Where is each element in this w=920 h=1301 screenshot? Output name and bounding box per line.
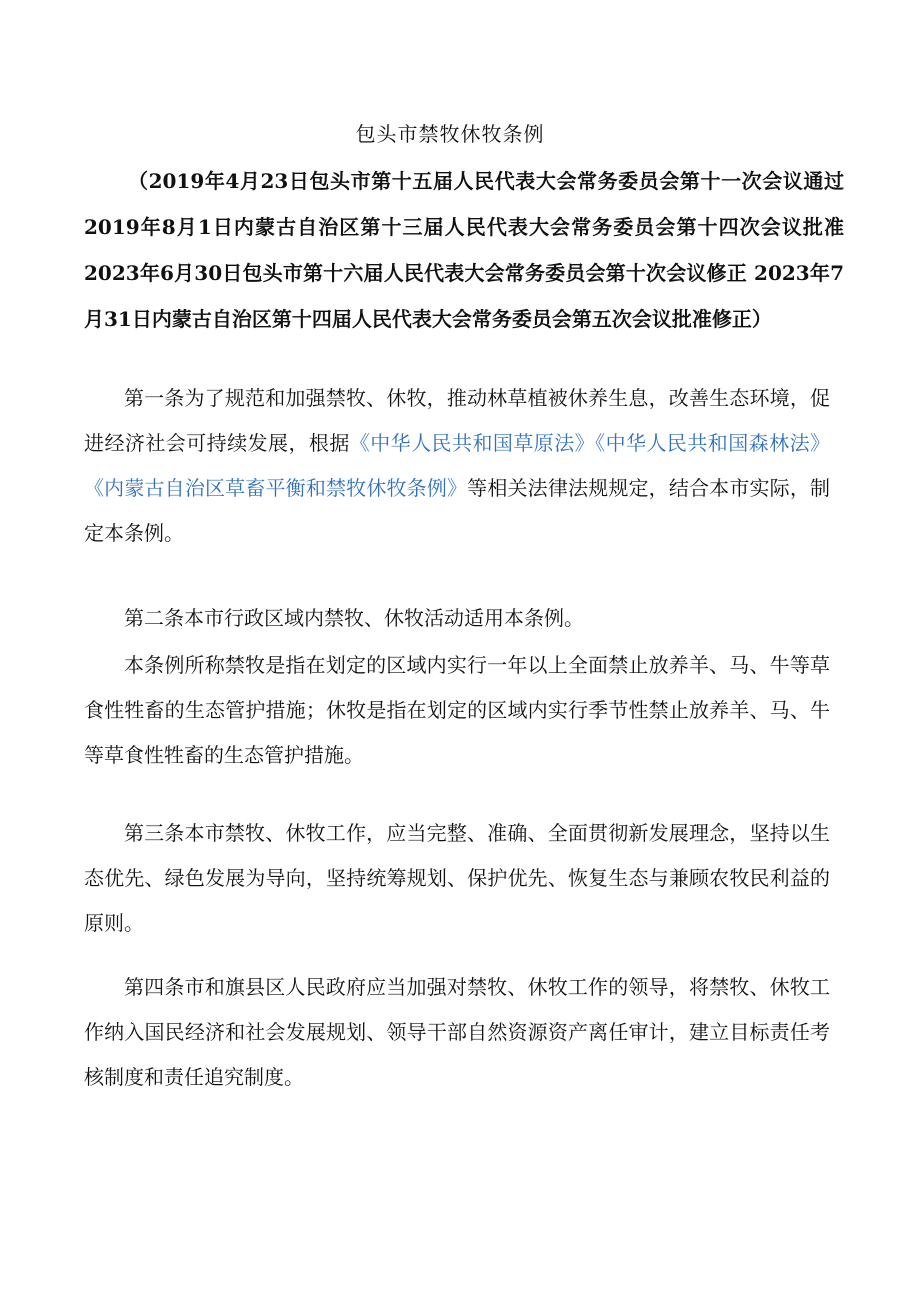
article-2-paragraph-2: 本条例所称禁牧是指在划定的区域内实行一年以上全面禁止放养羊、马、牛等草食性牲畜的生态管护措施；休牧是指在划定的区域内实行季节性禁止放养羊、马、牛等草食性牲畜的生态管护措施。 (84, 653, 830, 767)
article-4: 第四条市和旗县区人民政府应当加强对禁牧、休牧工作的领导，将禁牧、休牧工作纳入国民经济和社会发展规划、领导干部自然资源资产离任审计，建立目标责任考核制度和责任追究制度。 (84, 975, 830, 1089)
article-2: 第二条本市行政区域内禁牧、休牧活动适用本条例。 (124, 606, 584, 630)
article-1-text-before: 第一条为了规范和加强禁牧、休牧，推动林草植被休养生息，改善生态环境，促进经济社会可持续发展，根据 (84, 386, 830, 455)
article-3: 第三条本市禁牧、休牧工作，应当完整、准确、全面贯彻新发展理念，坚持以生态优先、绿色发展为导向，坚持统筹规划、保护优先、恢复生态与兼顾农牧民利益的原则。 (84, 821, 830, 935)
link-grassland-law[interactable]: 《中华人民共和国草原法》 (349, 431, 596, 455)
document-title: 包头市禁牧休牧条例 (355, 122, 545, 146)
link-forest-law[interactable]: 《中华人民共和国森林法》 (595, 431, 831, 455)
enactment-note: （2019年4月23日包头市第十五届人民代表大会常务委员会第十一次会议通过 2019年8月1日内蒙古自治区第十三届人民代表大会常务委员会第十四次会议批准 2023年6月30日包头市第十六届人民代表大会常务委员会第十次会议修正 2023年7月31日内蒙古自治区第十四届人民代表大会常务委员会第五次会议批准修正） (84, 169, 844, 331)
link-inner-mongolia-regulation[interactable]: 《内蒙古自治区草畜平衡和禁牧休牧条例》 (84, 476, 468, 500)
article-1-text-after: 等相关法律法规规定，结合本市实际，制定本条例。 (84, 476, 831, 545)
article-1 (84, 376, 830, 556)
